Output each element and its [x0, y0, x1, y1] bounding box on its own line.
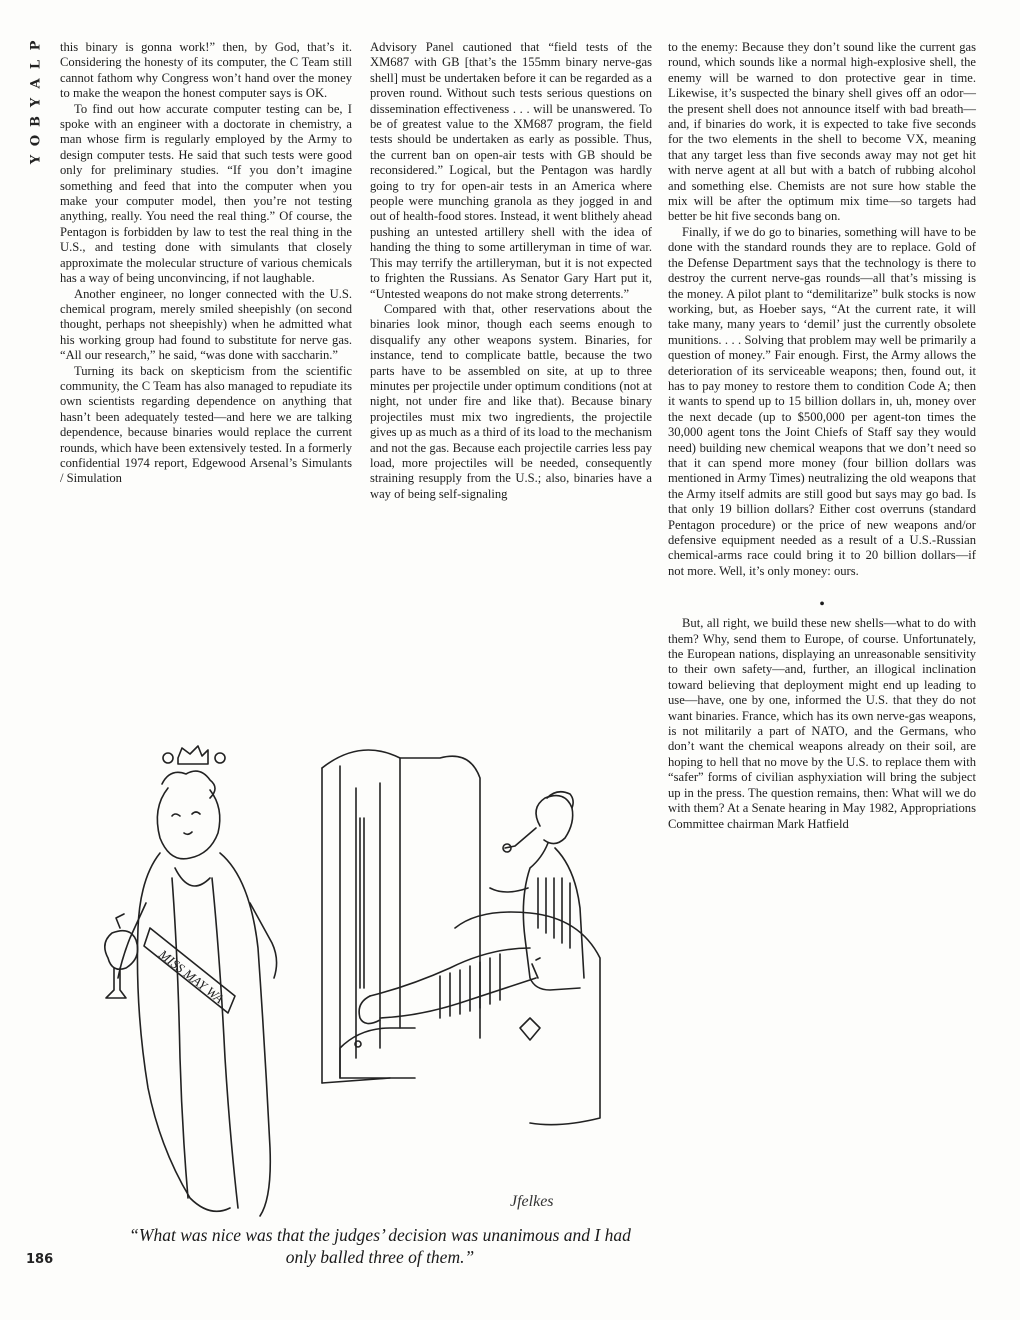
text-column-2 [370, 40, 652, 502]
text-column-1 [60, 40, 352, 487]
masthead-letter: Y [28, 97, 44, 108]
paragraph: To find out how accurate computer testing can be, I spoke with an engineer with a doctorate in chemistry, a man whose firm is regularly employed by the Army to design computer tests. He said that such tests were good only for preliminary studies. “If you don’t imagine something and feed that into the computer when you make your computer model, then you’re not testing anything, really. You need the real thing.” Of course, the Pentagon is forbidden by law to test the real thing in the U.S., and testing done with simulants that closely approximate the molecular structure of various chemicals has a way of being unconvincing, if not laughable. [60, 101, 352, 286]
page-number: 186 [26, 1252, 54, 1267]
paragraph: Compared with that, other reservations about the binaries look minor, though each seems enough to disqualify any other weapons system. Binaries, for instance, tend to complicate battle, because the two parts have to be assembled on site, at up to three minutes per projectile under optimum conditions (not at night, not under fire and like that). Because binary projectiles must mix two ingredients, the projectile gives up as much as a third of its load to the mechanism and not the gas. Because each projectile carries less pay load, more projectiles will be needed, consequently straining resupply from the U.S.; also, binaries have a way of being self-signaling [370, 301, 652, 501]
cartoon-illustration [60, 728, 652, 1223]
masthead-letter: B [28, 116, 44, 127]
paragraph: Advisory Panel cautioned that “field tests of the XM687 with GB [that’s the 155mm binary nerve-gas shell] must be undertaken before it can be regarded as a proven round. Without such tests serious questions on dissemination effectiveness . . . will be unanswered. To be of greatest value to the XM687 program, the field tests should be undertaken as early as possible. Thus, the current ban on open-air tests with GB should be reconsidered.” Logical, but the Pentagon was hardly going to try for open-air tests in an America where people were munching granola as they jogged in and out of health-food stores. Instead, it went blithely ahead pushing an untested artillery shell with the idea of handing the thing to some artilleryman in time of war. This may terrify the artilleryman, but it is not expected to frighten the Russians. As Senator Gary Hart put it, “Untested weapons do not make strong deterrents.” [370, 40, 652, 301]
masthead-letter: P [28, 40, 44, 51]
wardrobe-drawing [322, 750, 480, 1083]
paragraph: Finally, if we do go to binaries, something will have to be done with the standard rounds they are to replace. Gold of the Defense Department says that the technology is there to destroy the current nerve-gas rounds—all that’s missing is the money. A pilot plant to “demilitarize” bulk stocks is now working, but, as Hoeber says, “At the current rate, it will take many, many years to ‘demil’ just the currently obsolete munitions. . . . Solving that problem may well be primarily a question of money.” Fair enough. First, the Army allows the deterioration of its serviceable weapons; then, found out, it has to pay money to restore them to condition Code A; then it wants to spend up to 15 billion dollars in, uh, money over the next decade (up to $500,000 per agent-ton times the 30,000 agent tons the Joint Chiefs of Staff say they would need) building new chemical weapons that we don’t need so that it can spend more money (four billion dollars was mentioned in Army Times) neutralizing the old weapons that the Army itself admits are still good but says may go bad. Is that only 19 billion dollars? Either cost overruns (standard Pentagon procedure) or the price of new weapons and/or defensive equipment needed as a result of a U.S.-Russian chemical-arms race could bring it to 20 billion dollars—if not more. Well, it’s only money: ours. [668, 224, 976, 578]
paragraph: this binary is gonna work!” then, by God, that’s it. Considering the honesty of its computer, the C Team still cannot fathom why Congress won’t hand over the money to make the weapon the honest computer says is OK. [60, 40, 352, 101]
sash-text: MISS MAY WA [156, 946, 227, 1007]
artist-signature: Jfelkes [510, 1193, 554, 1210]
masthead-letter: A [28, 78, 44, 89]
section-break-bullet: • [819, 596, 825, 614]
paragraph: Turning its back on skepticism from the scientific community, the C Team has also managed to repudiate its own scientists regarding dependence on anything that hasn’t been adequately tested—and here we are talking dependence, because binaries would replace the current rounds, which have been extensively tested. In a formerly confidential 1974 report, Edgewood Arsenal’s Simulants / Simulation [60, 363, 352, 486]
beauty-queen-drawing [105, 746, 277, 1216]
masthead-letter: O [28, 134, 44, 147]
masthead-letter: L [28, 59, 44, 70]
masthead-letter: Y [28, 154, 44, 165]
magazine-masthead [26, 36, 46, 169]
cartoon-caption: “What was nice was that the judges’ decision was unanimous and I had only balled three of them.” [129, 1225, 631, 1267]
text-column-3 [668, 40, 976, 832]
paragraph: Another engineer, no longer connected with the U.S. chemical program, merely smiled sheepishly (on second thought, perhaps not sheepishly) when he admitted what his working group had found to substitute for nerve gas. “All our research,” he said, “was done with saccharin.” [60, 286, 352, 363]
paragraph: to the enemy: Because they don’t sound like the current gas round, which sounds like a normal high-explosive shell, the enemy will be warned to don protective gear in time. Likewise, it’s suspected the binary shell gives off an odor—the present shell does not announce itself with bad breath—and, if binaries do work, it is expected to take five seconds for the two elements in the shell to become VX, meaning that any target less than five seconds away may not get hit with nerve agent at all but with a batch of rubbing alcohol and something else. Chemists are not sure how stable the mix will be after the optimum mix time—so targets had better be hit five seconds bang on. [668, 40, 976, 224]
paragraph: But, all right, we build these new shells—what to do with them? Why, send them to Europe, of course. Unfortunately, the European nations, displaying an unreasonable sensitivity to their own safety—and, further, an illogical inclination toward believing that deployment might end up leading to use—have, one by one, informed the U.S. that they do not want binaries. France, which has its own nerve-gas weapons, is not militarily a part of NATO, and the Germans, who don’t want the chemical weapons already on their soil, are hoping to hell that no move by the U.S. to replace them with “safer” forms of civilian asphyxiation will bring the subject up in the press. The question remains, then: What will we do with them? At a Senate hearing in May 1982, Appropriations Committee chairman Mark Hatfield [668, 616, 976, 831]
